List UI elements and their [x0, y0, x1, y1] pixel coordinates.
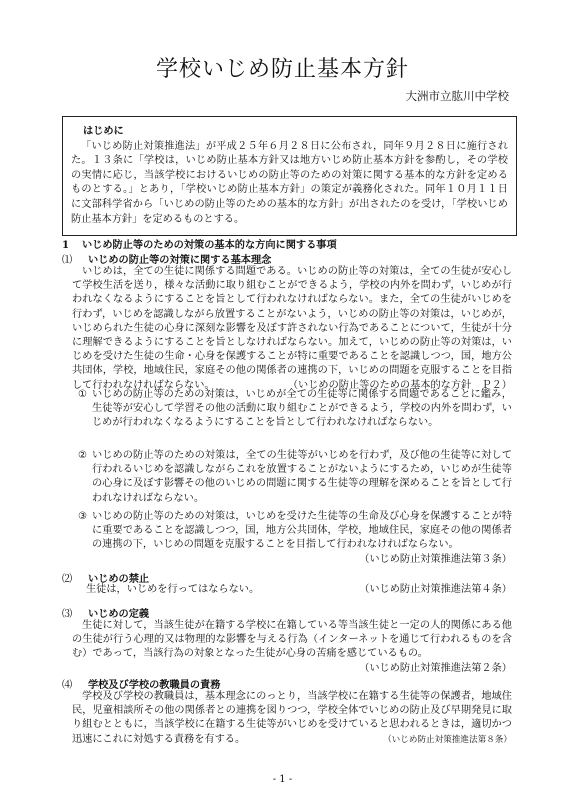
- body-text: 生徒に対して，当該生徒が在籍する学校に在籍している等当該生徒と一定の人的関係にある他の生徒が行う心理的又は物理的な影響を与える行為（インターネットを通じて行われるものを含む）であって，当該行為の対象となった生徒が心身の苦痛を感じているもの。: [72, 620, 512, 660]
- subsection-number: ⑵: [62, 574, 73, 585]
- subsection-title: いじめの定義: [88, 608, 150, 620]
- citation: （いじめ防止対策推進法第２条）: [359, 662, 512, 674]
- subsection-1-body: [72, 265, 512, 393]
- citation: （いじめの防止等のための基本的な方針 Ｐ２）: [287, 379, 512, 391]
- subsection-4-body: [72, 690, 512, 747]
- intro-box: [62, 116, 517, 236]
- school-name: 大洲市立肱川中学校: [405, 89, 509, 103]
- subsection-3-body: [72, 619, 512, 676]
- subsection-title: いじめの防止等の対策に関する基本理念: [88, 254, 272, 266]
- list-item: [78, 449, 512, 506]
- body-text: 生徒は，いじめを行ってはならない。: [86, 584, 260, 595]
- item-text: いじめの防止等のための対策は，いじめが全ての生徒等に関係する問題であることに鑑み，生徒等が安心して学習その他の活動に取り組むことができるよう，学校の内外を問わず，いじめが行われなくなるようにすることを旨として行われなければならない。: [92, 389, 512, 429]
- item-text: [78, 510, 512, 565]
- item-marker: ①: [78, 389, 88, 400]
- item-marker: ②: [78, 450, 88, 461]
- body-text: 学校及び学校の教職員は，基本理念にのっとり，当該学校に在籍する生徒等の保護者，地域住民，児童相談所その他の関係者との連携を図りつつ，学校全体でいじめの防止及び早期発見に取り組むとともに，当該学校に在籍する生徒等がいじめを受けていると思われるときは，適切かつ迅速にこれに対処する責務を有する。: [72, 691, 512, 745]
- list-item: [78, 510, 512, 567]
- subsection-4-heading: [62, 676, 512, 691]
- section-1-heading: [62, 236, 337, 251]
- list-item: [78, 388, 512, 431]
- page-title: 学校いじめ防止基本方針: [155, 57, 409, 82]
- citation: （いじめ防止対策推進法第３条）: [359, 553, 512, 565]
- body-text: いじめは，全ての生徒に関係する問題である。いじめの防止等の対策は，全ての生徒が安心して学校生活を送り，様々な活動に取り組むことができるよう，学校の内外を問わず，いじめが行われなくなるようにすることを旨として行われなければならない。また，全ての生徒がいじめを行わず，いじめを認識しながら放置することがないよう，いじめの防止等の対策は，いじめが，いじめられた生徒の心身に深刻な影響を及ぼす許されない行為であることについて，生徒が十分に理解できるようにすることを旨としなければならない。加えて，いじめの防止等の対策は，いじめを受けた生徒の生命・心身を保護することが特に重要であることを認識しつつ，国，地方公共団体，学校，地域住民，家庭その他の関係者の連携の下，いじめの問題を克服することを目指して行われなければならない。: [72, 266, 512, 391]
- item-marker: ③: [78, 511, 88, 522]
- subsection-2-body: [72, 583, 512, 597]
- subsection-number: ⑴: [62, 255, 73, 266]
- subsection-title: 学校及び学校の教職員の責務: [88, 679, 221, 691]
- subsection-1-heading: [62, 251, 512, 266]
- subsection-number: ⑷: [62, 680, 73, 691]
- citation: （いじめ防止対策推進法第８条）: [383, 734, 512, 745]
- item-text: いじめの防止等のための対策は，全ての生徒等がいじめを行わず，及び他の生徒等に対して行われるいじめを認識しながらこれを放置することがないようにするため，いじめが生徒等の心身に及ぼす影響その他のいじめの問題に関する生徒等の理解を深めることを旨として行われなければならない。: [92, 450, 512, 504]
- subsection-3-heading: [62, 605, 512, 620]
- citation: （いじめ防止対策推進法第４条）: [359, 584, 512, 595]
- intro-heading: はじめに: [83, 125, 124, 137]
- item-body: いじめの防止等のための対策は，いじめを受けた生徒等の生命及び心身を保護することが特に重要であることを認識しつつ，国，地方公共団体，学校，地域住民，家庭その他の関係者の連携の下，いじめの問題を克服することを目指して行われなければならない。: [92, 511, 512, 551]
- page-number: - 1 -: [272, 774, 293, 785]
- intro-body: 「いじめ防止対策推進法」が平成２５年６月２８日に公布され，同年９月２８日に施行された。１３条に「学校は，いじめ防止基本方針又は地方いじめ防止基本方針を参酌し，その学校の実情に応じ，当該学校におけるいじめの防止等のための対策に関する基本的な方針を定めるものとする。」とあり，「学校いじめ防止基本方針」の策定が義務化された。同年１０月１１日に文部科学省から「いじめの防止等のための基本的な方針」が出されたのを受け，「学校いじめ防止基本方針」を定めるものとする。: [71, 140, 508, 225]
- section-number: 1: [62, 239, 70, 251]
- subsection-title: いじめの禁止: [88, 573, 150, 585]
- subsection-number: ⑶: [62, 609, 73, 620]
- section-title: いじめ防止等のための対策の基本的な方向に関する事項: [82, 239, 337, 251]
